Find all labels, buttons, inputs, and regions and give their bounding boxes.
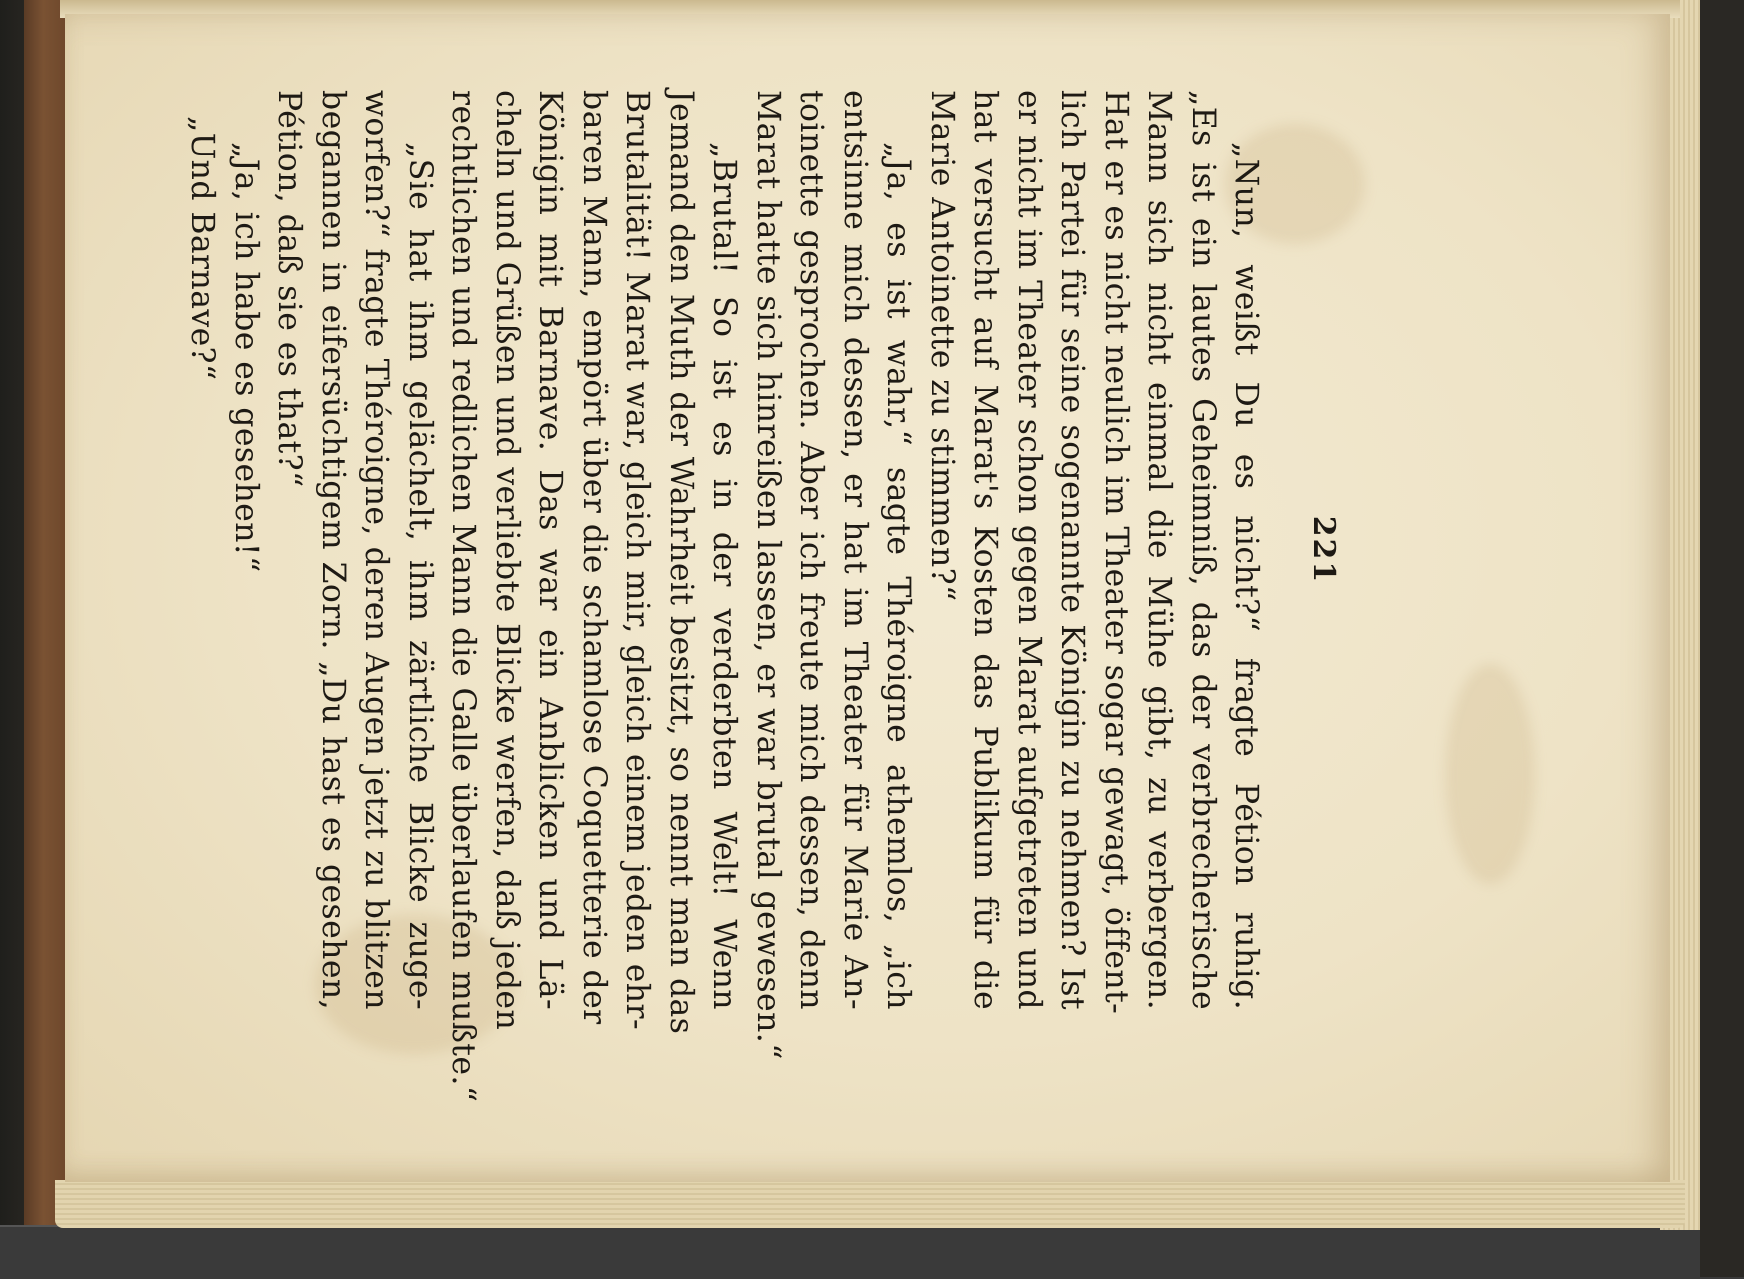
text-line: toinette gesprochen. Aber ich freute mich dessen, denn <box>793 90 830 1010</box>
text-line: „Ja, ich habe es gesehen!“ <box>228 142 264 573</box>
page-text-block <box>184 90 1345 1103</box>
text-line: Mann sich nicht einmal die Mühe gibt, zu verbergen. <box>1141 90 1178 1010</box>
text-line: er nicht im Theater schon gegen Marat aufgetreten und <box>1011 90 1047 1010</box>
text-line: Brutalität! Marat war, gleich mir, gleich einem jeden ehr- <box>619 90 656 1030</box>
text-line: „Nun, weißt Du es nicht?“ fragte Pétion ruhig. <box>1228 142 1265 1010</box>
paper-stain <box>1445 664 1535 884</box>
text-line: rechtlichen und redlichen Mann die Galle überlaufen mußte.“ <box>445 90 482 1103</box>
page-stack-bottom <box>55 1180 1685 1228</box>
text-line: cheln und Grüßen und verliebte Blicke werfen, daß jeden <box>489 90 525 1031</box>
text-line: begannen in eifersüchtigem Zorn. „Du hast es gesehen, <box>315 90 351 1010</box>
text-line: Marat hatte sich hinreißen lassen, er war brutal gewesen.“ <box>750 90 786 1060</box>
text-line: worfen?“ fragte Théroigne, deren Augen jetzt zu blitzen <box>358 90 395 1010</box>
text-line: lich Partei für seine sogenannte Königin zu nehmen? Ist <box>1054 90 1091 1010</box>
text-line: Königin mit Barnave. Das war ein Anblicken und Lä- <box>532 90 569 1010</box>
text-line: Marie Antoinette zu stimmen?“ <box>924 90 960 602</box>
text-line: „Es ist ein lautes Geheimniß, das der verbrecherische <box>1185 90 1221 1010</box>
book-right-board <box>1700 0 1744 1277</box>
text-line: „Sie hat ihm gelächelt, ihm zärtliche Blicke zuge- <box>402 142 438 1010</box>
text-line: baren Mann, empört über die schamlose Coquetterie der <box>576 90 612 1025</box>
text-line: entsinne mich dessen, er hat im Theater für Marie An- <box>837 90 873 1010</box>
text-line: Jemand den Muth der Wahrheit besitzt, so nennt man das <box>663 90 699 1035</box>
text-line: Pétion, daß sie es that?“ <box>271 90 308 488</box>
text-line: „Und Barnave?“ <box>184 116 221 381</box>
text-line: Hat er es nicht neulich im Theater sogar gewagt, öffent- <box>1098 90 1134 1015</box>
text-line: „Brutal! So ist es in der verderbten Welt! Wenn <box>706 142 743 1010</box>
book-cover-bottom <box>0 1225 1744 1279</box>
text-line: „Ja, es ist wahr,“ sagte Théroigne athemlos, „ich <box>880 142 917 1010</box>
page-number: 221 <box>1306 515 1341 585</box>
text-line: hat versucht auf Marat's Kosten das Publikum für die <box>967 90 1004 1010</box>
